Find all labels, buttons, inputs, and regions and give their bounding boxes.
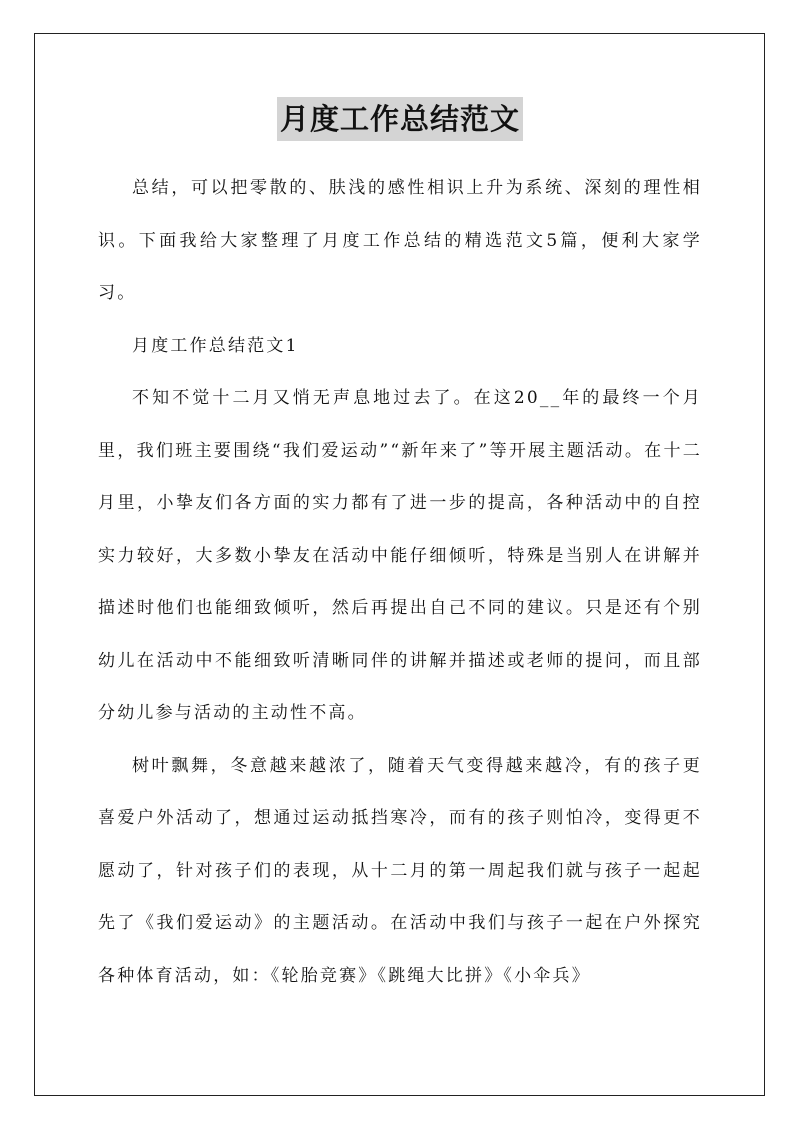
document-body <box>98 162 702 1002</box>
body-paragraph-2: 树叶飘舞，冬意越来越浓了，随着天气变得越来越冷，有的孩子更喜爱户外活动了，想通过运动抵挡寒冷，而有的孩子则怕冷，变得更不愿动了，针对孩子们的表现，从十二月的第一周起我们就与孩子一起起先了《我们爱运动》的主题活动。在活动中我们与孩子一起在户外探究各种体育活动，如：《轮胎竞赛》《跳绳大比拼》《小伞兵》 <box>98 755 702 986</box>
document-title: 月度工作总结范文 <box>277 97 523 141</box>
intro-paragraph: 总结，可以把零散的、肤浅的感性相识上升为系统、深刻的理性相识。下面我给大家整理了月度工作总结的精选范文5篇，便利大家学习。 <box>98 178 702 303</box>
body-paragraph-1: 不知不觉十二月又悄无声息地过去了。在这20__年的最终一个月里，我们班主要围绕“我们爱运动”“新年来了”等开展主题活动。在十二月里，小挚友们各方面的实力都有了进一步的提高，各种活动中的自控实力较好，大多数小挚友在活动中能仔细倾听，特殊是当别人在讲解并描述时他们也能细致倾听，然后再提出自己不同的建议。只是还有个别幼儿在活动中不能细致听清晰同伴的讲解并描述或老师的提问，而且部分幼儿参与活动的主动性不高。 <box>98 388 702 723</box>
title-container <box>0 97 800 141</box>
section-heading: 月度工作总结范文1 <box>132 335 299 356</box>
